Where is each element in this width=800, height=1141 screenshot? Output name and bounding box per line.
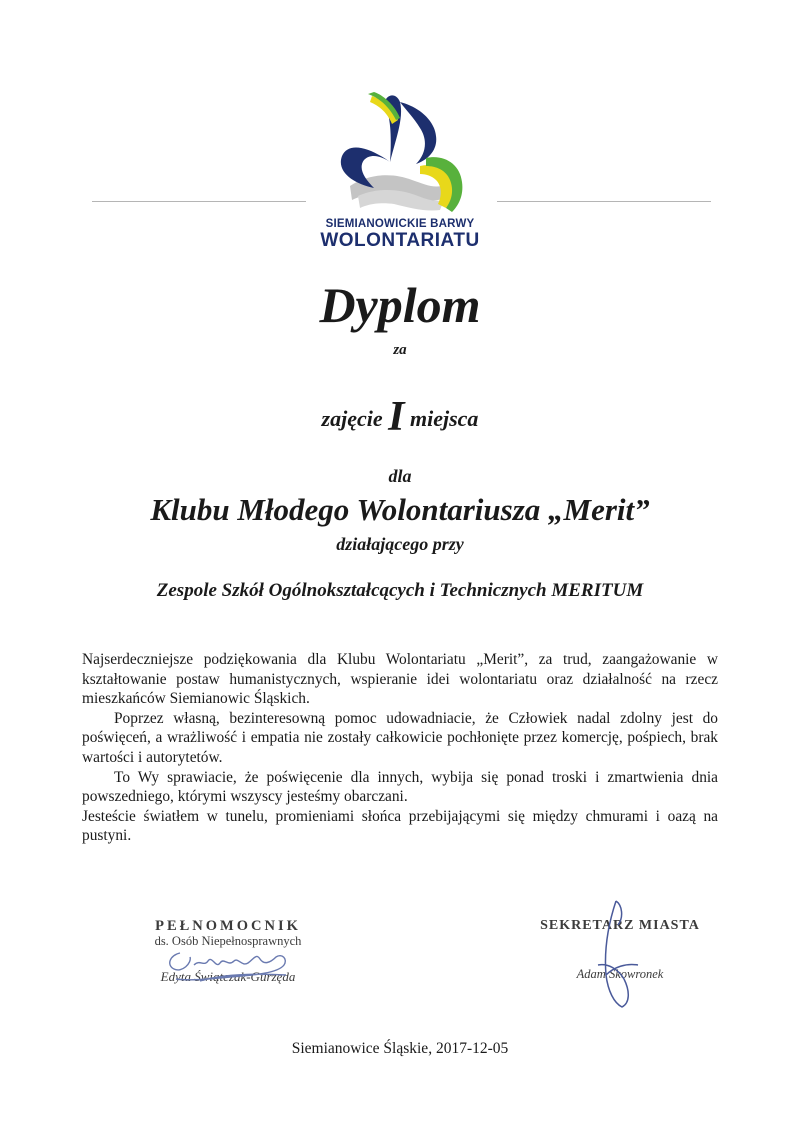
body-paragraph-3: To Wy sprawiacie, że poświęcenie dla innych, wybija się ponad troski i zmartwienia dnia powszedniego, którymi wszyscy jesteśmy obarczani.	[82, 768, 718, 806]
logo-divider-left	[92, 201, 306, 202]
right-signer-name: Adam Skowronek	[576, 967, 664, 981]
school-name: Zespole Szkół Ogólnokształcących i Technicznych MERITUM	[156, 580, 644, 601]
for-label: za	[393, 342, 407, 358]
place-number: I	[388, 394, 405, 440]
left-signer-subtitle: ds. Osób Niepełnosprawnych	[154, 934, 302, 948]
place-prefix: zajęcie	[321, 406, 383, 431]
operating-at-label: działającego przy	[336, 534, 464, 554]
place-and-date: Siemianowice Śląskie, 2017-12-05	[291, 1040, 509, 1057]
right-signer-title: SEKRETARZ MIASTA	[540, 918, 700, 933]
logo-text-top: SIEMIANOWICKIE BARWY	[325, 218, 475, 230]
body-paragraph-1: Najserdeczniejsze podziękowania dla Klubu Wolontariatu „Merit”, za trud, zaangażowanie w kształtowanie postaw humanistycznych, wspieranie idei wolontariatu oraz działalność na rzecz mieszkańców Siemianowic Śląskich.	[82, 651, 718, 708]
diploma-title: Dyplom	[319, 277, 481, 333]
body-text	[82, 650, 718, 846]
place-suffix: miejsca	[410, 406, 479, 431]
body-paragraph-2: Poprzez własną, bezinteresowną pomoc udowadniacie, że Człowiek nadal zdolny jest do poświęceń, a wrażliwość i empatia nie zostały całkowicie pochłonięte przez komercję, pośpiech, brak wartości i autorytetów.	[82, 709, 718, 766]
logo-text-bottom: WOLONTARIATU	[320, 230, 480, 251]
left-signer-title: PEŁNOMOCNIK	[155, 918, 301, 934]
left-signer-name: Edyta Świątczak-Gurzęda	[160, 969, 296, 984]
place-line	[0, 393, 800, 441]
heart-hands-logo-icon	[328, 88, 474, 218]
recipient-name: Klubu Młodego Wolontariusza „Merit”	[150, 492, 650, 527]
handwritten-signature-left-icon	[160, 945, 300, 985]
handwritten-signature-right-icon	[578, 895, 658, 1013]
body-paragraph-4: Jesteście światłem w tunelu, promieniami słońca przebijającymi się między chmurami i oazą na pustyni.	[82, 807, 718, 845]
logo-divider-right	[497, 201, 711, 202]
to-label: dla	[388, 466, 412, 486]
